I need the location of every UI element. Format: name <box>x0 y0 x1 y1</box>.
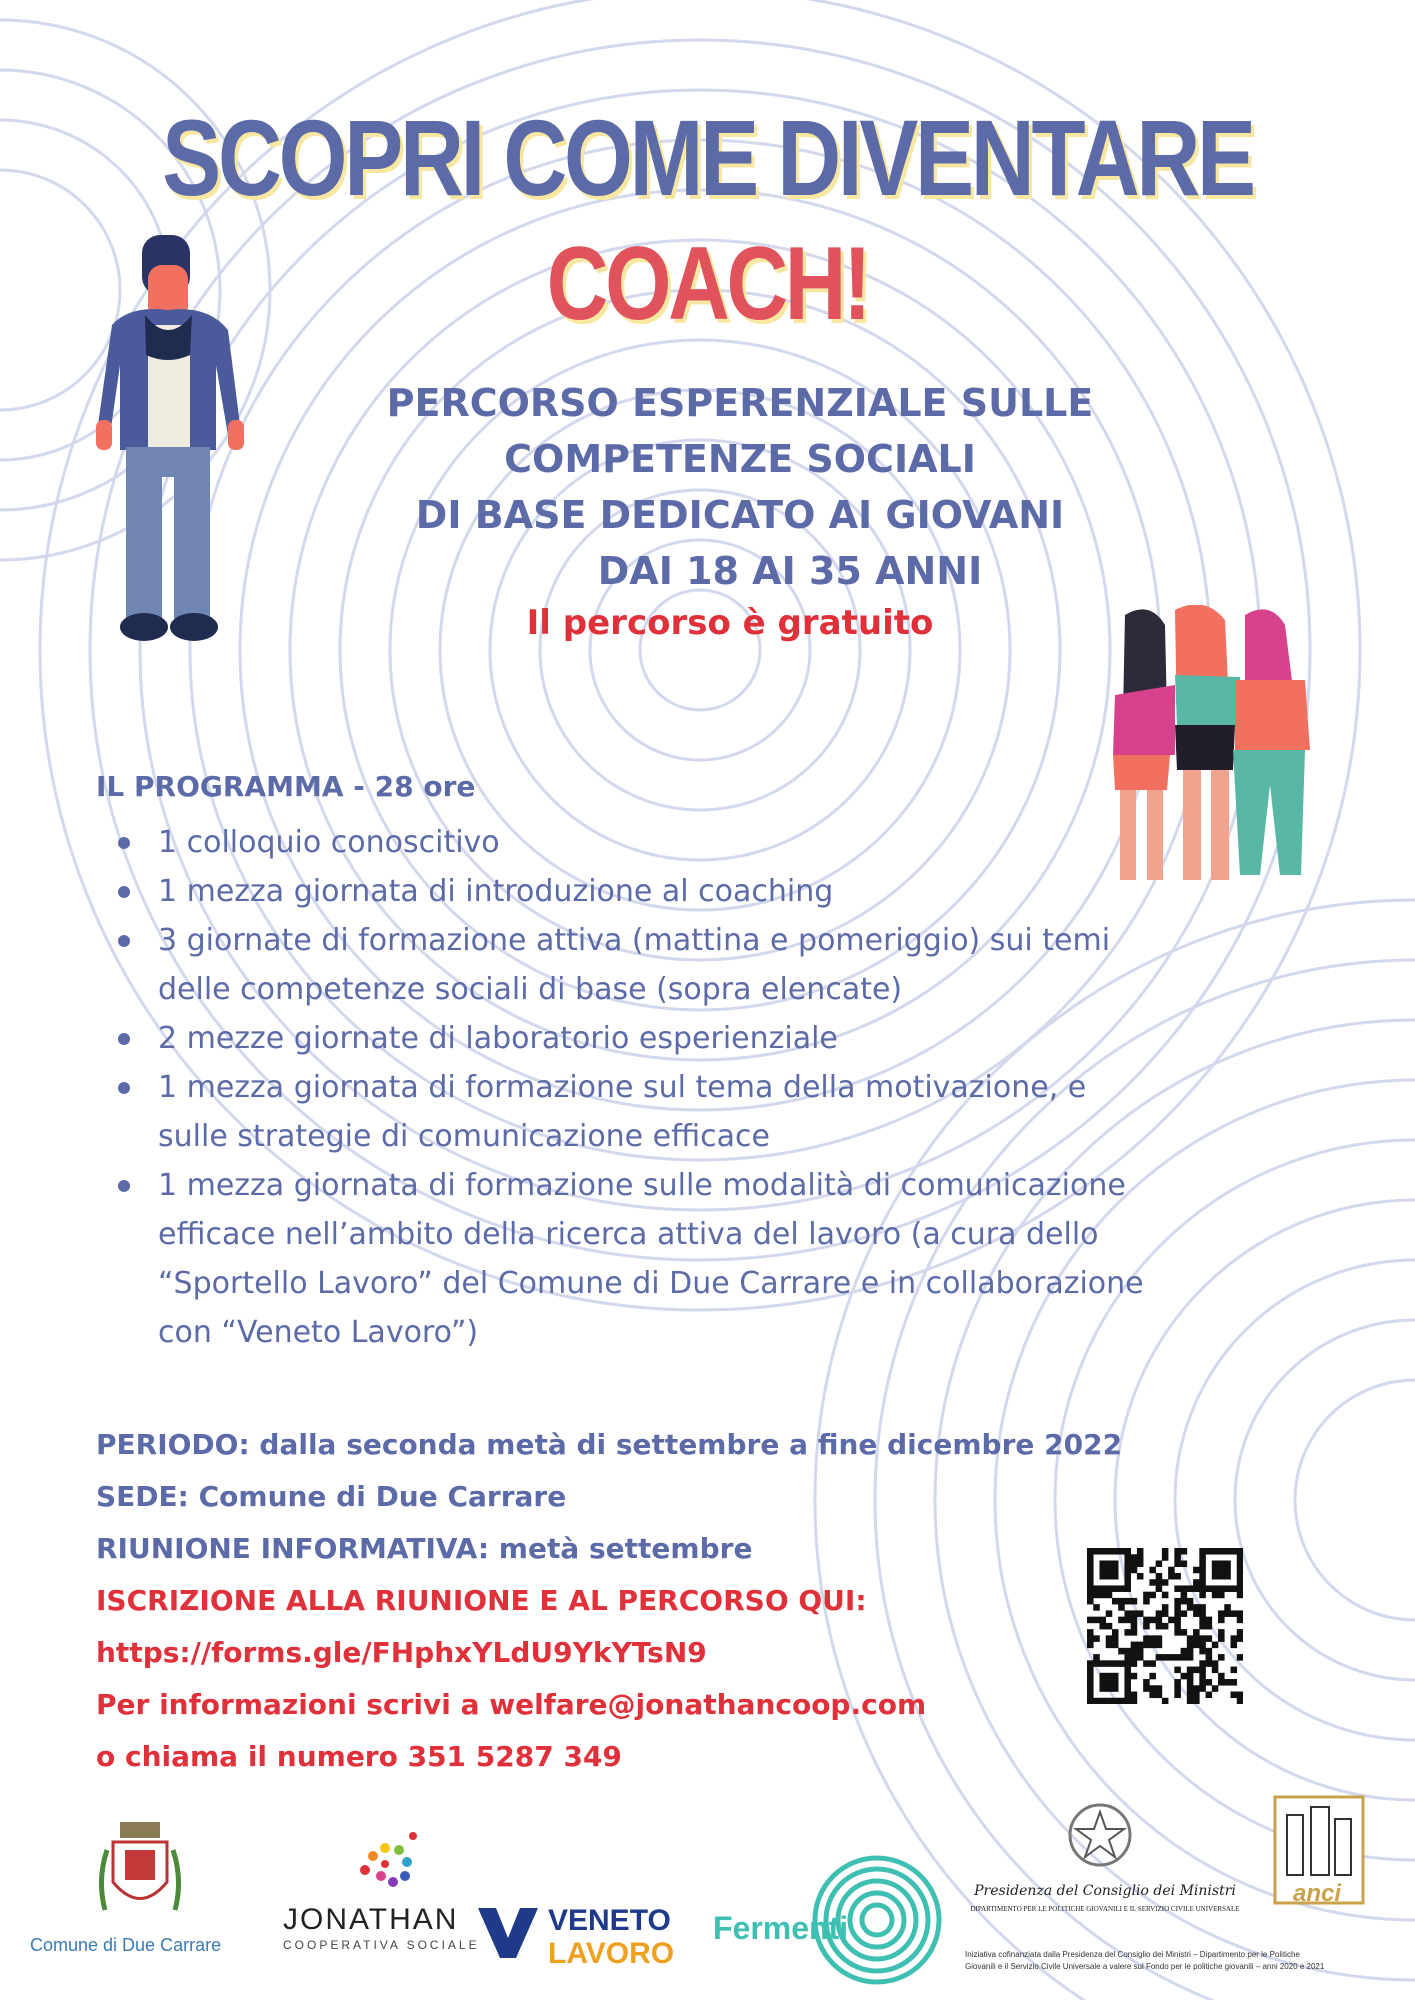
veneto-lavoro-logo-icon <box>478 1908 538 1958</box>
free-note: Il percorso è gratuito <box>526 603 934 643</box>
bullet-icon <box>118 1033 130 1045</box>
anci-label: anci <box>1293 1880 1342 1907</box>
bullet-icon <box>118 935 130 947</box>
man-illustration <box>90 235 250 645</box>
program-heading: IL PROGRAMMA - 28 ore <box>96 770 476 803</box>
italian-republic-emblem-icon <box>1065 1800 1135 1870</box>
subtitle-line-3: DI BASE DEDICATO AI GIOVANI <box>415 493 1065 537</box>
program-item: 1 mezza giornata di formazione sul tema della motivazione, e sulle strategie di comunicazione efficace <box>96 1063 1376 1161</box>
veneto-label: VENETO <box>548 1904 671 1937</box>
program-list <box>96 818 1376 1357</box>
phone-info: o chiama il numero 351 5287 349 <box>96 1740 622 1773</box>
fermenti-label: Fermenti <box>713 1910 849 1946</box>
program-item: 2 mezze giornate di laboratorio esperienziale <box>96 1014 1376 1063</box>
period-info: PERIODO: dalla seconda metà di settembre a fine dicembre 2022 <box>96 1428 1123 1461</box>
title-line-1: SCOPRI COME DIVENTARE <box>162 97 1253 218</box>
comune-coat-of-arms-icon <box>95 1820 185 1925</box>
subtitle-line-1: PERCORSO ESPERENZIALE SULLE <box>386 381 1094 425</box>
qr-code[interactable] <box>1087 1548 1243 1704</box>
venue-info: SEDE: Comune di Due Carrare <box>96 1480 567 1513</box>
funding-line-2: Giovanili e il Servizio Civile Universale a valere sul Fondo per le politiche giovanili – anni 2020 e 2021 <box>965 1962 1325 1971</box>
program-item: 1 mezza giornata di formazione sulle modalità di comunicazione efficace nell’ambito della ricerca attiva del lavoro (a cura dello “Sportello Lavoro” del Comune di Due Carrare e in collaborazione con “Veneto Lavoro”) <box>96 1161 1376 1357</box>
email-info[interactable]: Per informazioni scrivi a welfare@jonathancoop.com <box>96 1688 927 1721</box>
jonathan-sub-label: COOPERATIVA SOCIALE <box>283 1938 480 1952</box>
jonathan-label: JONATHAN <box>283 1903 459 1936</box>
bullet-icon <box>118 1082 130 1094</box>
presidenza-label: Presidenza del Consiglio dei Ministri <box>974 1883 1236 1899</box>
subtitle-line-2: COMPETENZE SOCIALI <box>504 437 976 481</box>
lavoro-label: LAVORO <box>548 1937 675 1970</box>
meeting-info: RIUNIONE INFORMATIVA: metà settembre <box>96 1532 753 1565</box>
subtitle-line-4: DAI 18 AI 35 ANNI <box>597 549 983 593</box>
jonathan-logo-icon <box>355 1830 425 1910</box>
program-item: 1 colloquio conoscitivo <box>96 818 1376 867</box>
program-item: 3 giornate di formazione attiva (mattina e pomeriggio) sui temi delle competenze sociali di base (sopra elencate) <box>96 916 1376 1014</box>
dipartimento-label: DIPARTIMENTO PER LE POLITICHE GIOVANILI E IL SERVIZIO CIVILE UNIVERSALE <box>970 1905 1240 1913</box>
signup-info: ISCRIZIONE ALLA RIUNIONE E AL PERCORSO QUI: <box>96 1584 867 1617</box>
funding-line-1: Iniziativa cofinanziata dalla Presidenza del Consiglio dei Ministri – Dipartimento per le Politiche <box>965 1950 1300 1959</box>
bullet-icon <box>118 1180 130 1192</box>
signup-link[interactable]: https://forms.gle/FHphxYLdU9YkYTsN9 <box>96 1636 707 1669</box>
bullet-icon <box>118 837 130 849</box>
program-item: 1 mezza giornata di introduzione al coaching <box>96 867 1376 916</box>
title-line-2: COACH! <box>546 226 869 342</box>
bullet-icon <box>118 886 130 898</box>
comune-label: Comune di Due Carrare <box>30 1935 222 1955</box>
